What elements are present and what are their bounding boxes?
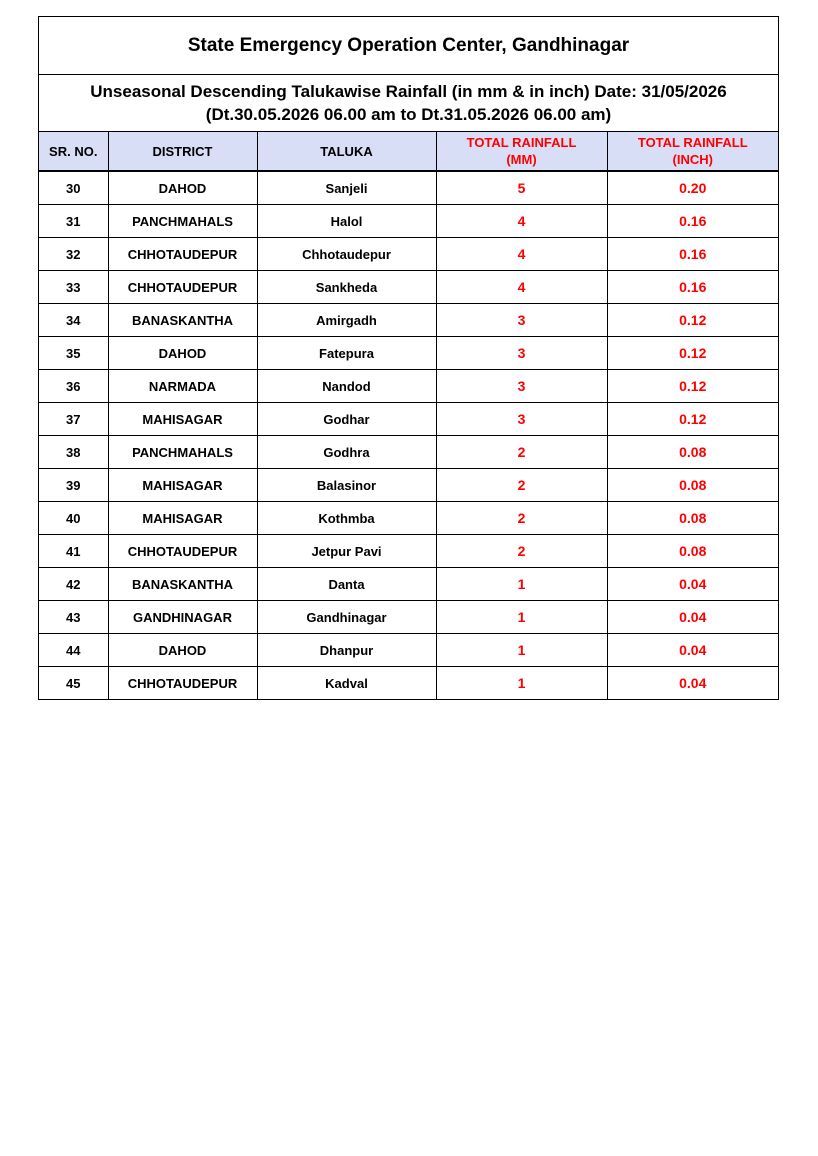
cell-district: BANASKANTHA [108,568,257,601]
table-row [39,568,778,601]
cell-district: MAHISAGAR [108,403,257,436]
cell-rainfall-mm: 1 [436,667,607,700]
cell-district: DAHOD [108,634,257,667]
cell-district: NARMADA [108,370,257,403]
cell-rainfall-inch: 0.12 [607,370,778,403]
cell-taluka: Fatepura [257,337,436,370]
cell-rainfall-inch: 0.04 [607,568,778,601]
cell-rainfall-inch: 0.04 [607,601,778,634]
cell-rainfall-inch: 0.08 [607,469,778,502]
cell-district: CHHOTAUDEPUR [108,238,257,271]
cell-rainfall-mm: 1 [436,634,607,667]
cell-district: CHHOTAUDEPUR [108,667,257,700]
table-row [39,535,778,568]
cell-sr-no: 34 [39,304,108,337]
cell-rainfall-inch: 0.12 [607,337,778,370]
cell-rainfall-mm: 2 [436,436,607,469]
cell-sr-no: 41 [39,535,108,568]
cell-sr-no: 38 [39,436,108,469]
table-row [39,238,778,271]
cell-sr-no: 45 [39,667,108,700]
table-row [39,370,778,403]
cell-district: MAHISAGAR [108,502,257,535]
cell-taluka: Amirgadh [257,304,436,337]
table-body [39,171,778,699]
cell-taluka: Kothmba [257,502,436,535]
cell-sr-no: 32 [39,238,108,271]
table-header [39,132,778,171]
cell-taluka: Godhar [257,403,436,436]
cell-rainfall-mm: 1 [436,601,607,634]
table-row [39,667,778,700]
cell-sr-no: 39 [39,469,108,502]
column-header-taluka: TALUKA [257,132,436,171]
table-row [39,171,778,205]
report-title [39,17,778,75]
cell-sr-no: 35 [39,337,108,370]
cell-sr-no: 31 [39,205,108,238]
table-row [39,601,778,634]
report-title-text: State Emergency Operation Center, Gandhinagar [187,34,630,56]
cell-sr-no: 43 [39,601,108,634]
cell-rainfall-mm: 4 [436,238,607,271]
cell-district: BANASKANTHA [108,304,257,337]
table-row [39,304,778,337]
cell-taluka: Halol [257,205,436,238]
cell-taluka: Balasinor [257,469,436,502]
cell-rainfall-mm: 4 [436,205,607,238]
column-header-sr-no: SR. NO. [39,132,108,171]
cell-sr-no: 37 [39,403,108,436]
cell-taluka: Gandhinagar [257,601,436,634]
cell-rainfall-inch: 0.20 [607,171,778,205]
cell-rainfall-inch: 0.16 [607,271,778,304]
table-row [39,403,778,436]
report-subtitle [39,75,778,132]
table-row [39,271,778,304]
column-header-rainfall-inch [607,132,778,171]
cell-rainfall-inch: 0.12 [607,304,778,337]
cell-rainfall-mm: 3 [436,370,607,403]
cell-taluka: Godhra [257,436,436,469]
rainfall-table [39,132,778,699]
cell-rainfall-inch: 0.16 [607,205,778,238]
cell-rainfall-inch: 0.04 [607,634,778,667]
cell-sr-no: 42 [39,568,108,601]
cell-rainfall-mm: 5 [436,171,607,205]
column-header-district: DISTRICT [108,132,257,171]
table-row [39,436,778,469]
cell-rainfall-mm: 2 [436,469,607,502]
table-row [39,634,778,667]
cell-taluka: Kadval [257,667,436,700]
cell-taluka: Sanjeli [257,171,436,205]
cell-district: DAHOD [108,337,257,370]
column-header-rainfall-mm [436,132,607,171]
cell-rainfall-inch: 0.08 [607,436,778,469]
cell-district: DAHOD [108,171,257,205]
table-row [39,337,778,370]
cell-rainfall-mm: 2 [436,535,607,568]
cell-rainfall-mm: 3 [436,403,607,436]
cell-rainfall-mm: 3 [436,304,607,337]
cell-taluka: Dhanpur [257,634,436,667]
rainfall-report [38,16,779,700]
table-row [39,502,778,535]
cell-taluka: Sankheda [257,271,436,304]
cell-rainfall-mm: 1 [436,568,607,601]
cell-rainfall-mm: 3 [436,337,607,370]
cell-district: CHHOTAUDEPUR [108,271,257,304]
cell-rainfall-mm: 2 [436,502,607,535]
cell-taluka: Nandod [257,370,436,403]
column-header-rainfall-inch-line-1: TOTAL RAINFALL [637,135,748,150]
column-header-rainfall-inch-line-2: (INCH) [672,152,713,167]
cell-sr-no: 44 [39,634,108,667]
cell-rainfall-inch: 0.12 [607,403,778,436]
cell-sr-no: 33 [39,271,108,304]
cell-district: GANDHINAGAR [108,601,257,634]
cell-sr-no: 40 [39,502,108,535]
cell-rainfall-inch: 0.08 [607,535,778,568]
cell-taluka: Danta [257,568,436,601]
cell-sr-no: 36 [39,370,108,403]
cell-district: CHHOTAUDEPUR [108,535,257,568]
cell-rainfall-inch: 0.08 [607,502,778,535]
column-header-rainfall-mm-line-1: TOTAL RAINFALL [466,135,577,150]
header-row [39,132,778,171]
cell-rainfall-inch: 0.16 [607,238,778,271]
cell-district: PANCHMAHALS [108,436,257,469]
column-header-rainfall-mm-line-2: (MM) [506,152,537,167]
table-row [39,469,778,502]
cell-rainfall-inch: 0.04 [607,667,778,700]
report-subtitle-line-1: Unseasonal Descending Talukawise Rainfall (in mm & in inch) Date: 31/05/2026 [90,82,727,101]
cell-sr-no: 30 [39,171,108,205]
cell-taluka: Chhotaudepur [257,238,436,271]
table-row [39,205,778,238]
report-subtitle-line-2: (Dt.30.05.2026 06.00 am to Dt.31.05.2026 06.00 am) [205,105,612,124]
cell-district: PANCHMAHALS [108,205,257,238]
cell-taluka: Jetpur Pavi [257,535,436,568]
cell-district: MAHISAGAR [108,469,257,502]
cell-rainfall-mm: 4 [436,271,607,304]
